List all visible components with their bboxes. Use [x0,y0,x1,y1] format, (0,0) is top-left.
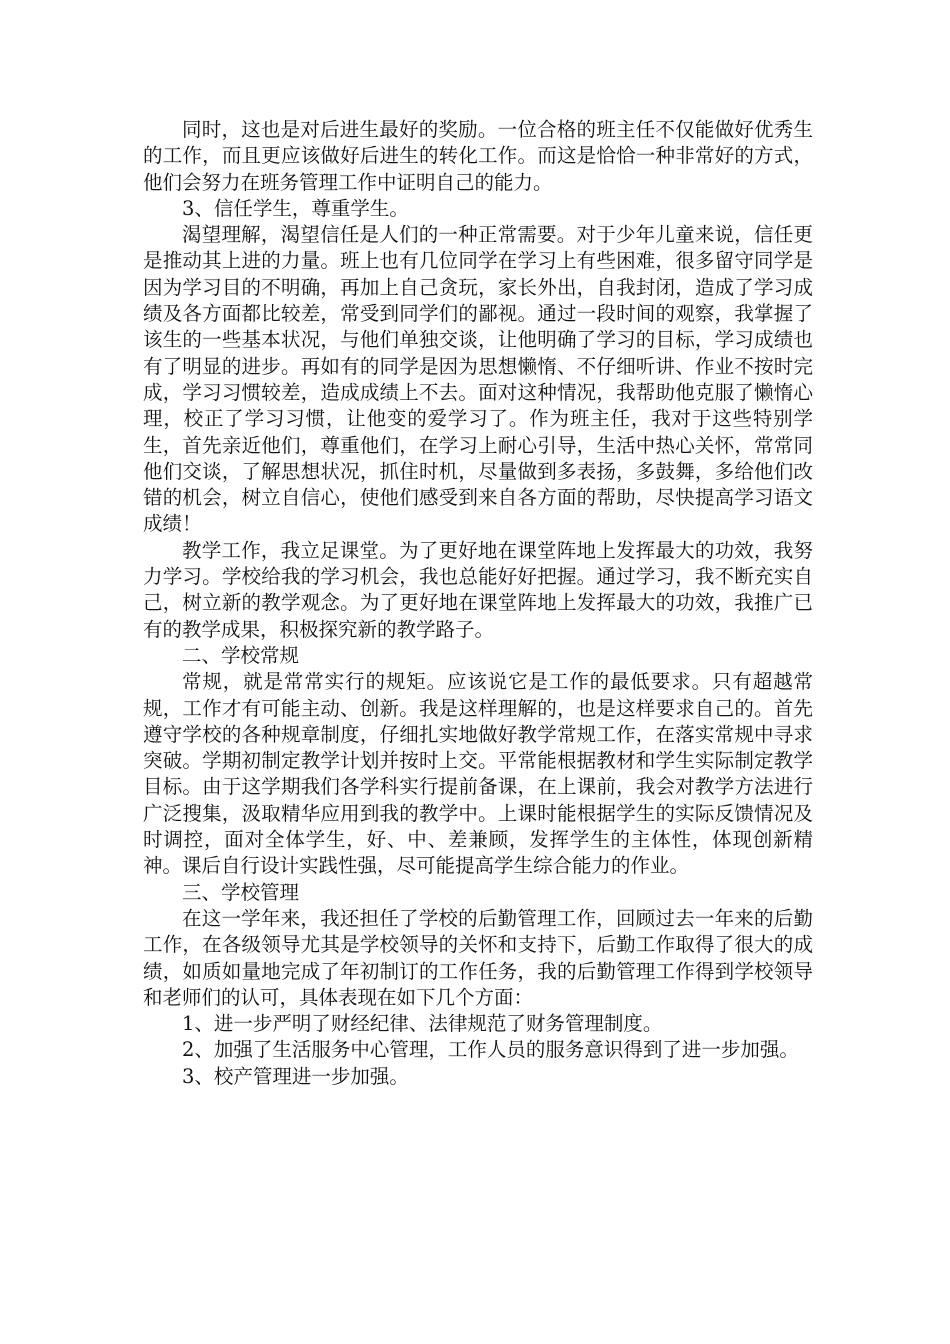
document-body [143,117,813,1090]
list-item-finance-discipline: 1、进一步严明了财经纪律、法律规范了财务管理制度。 [182,1012,663,1036]
paragraph-trust-and-understanding: 渴望理解，渴望信任是人们的一种正常需要。对于少年儿童来说，信任更是推动其上进的力量。班上也有几位同学在学习上有些困难，很多留守同学是因为学习目的不明确，再加上自己贪玩，家长外出，自我封闭，造成了学习成绩及各方面都比较差，常受到同学们的鄙视。通过一段时间的观察，我掌握了该生的一些基本状况，与他们单独交谈，让他明确了学习的目标，学习成绩也有了明显的进步。再如有的同学是因为思想懒惰、不仔细听讲、作业不按时完成，学习习惯较差，造成成绩上不去。面对这种情况，我帮助他克服了懒惰心理，校正了学习习惯，让他变的爱学习了。作为班主任，我对于这些特别学生，首先亲近他们，尊重他们，在学习上耐心引导，生活中热心关怀，常常同他们交谈，了解思想状况，抓住时机，尽量做到多表扬，多鼓舞，多给他们改错的机会，树立自信心，使他们感受到来自各方面的帮助，尽快提高学习语文成绩！ [143,223,813,536]
paragraph-teaching-work: 教学工作，我立足课堂。为了更好地在课堂阵地上发挥最大的功效，我努力学习。学校给我的学习机会，我也总能好好把握。通过学习，我不断充实自己，树立新的教学观念。为了更好地在课堂阵地上发挥最大的功效，我推广已有的教学成果，积极探究新的教学路子。 [143,538,813,641]
list-item-service-center: 2、加强了生活服务中心管理，工作人员的服务意识得到了进一步加强。 [182,1038,799,1062]
paragraph-reward-backward-students: 同时，这也是对后进生最好的奖励。一位合格的班主任不仅能做好优秀生的工作，而且更应该做好后进生的转化工作。而这是恰恰一种非常好的方式，他们会努力在班务管理工作中证明自己的能力。 [143,118,813,194]
list-item-school-property: 3、校产管理进一步加强。 [182,1064,409,1088]
paragraph-logistics-management: 在这一学年来，我还担任了学校的后勤管理工作，回顾过去一年来的后勤工作，在各级领导尤其是学校领导的关怀和支持下，后勤工作取得了很大的成绩，如质如量地完成了年初制订的工作任务，我的后勤管理工作得到学校领导和老师们的认可，具体表现在如下几个方面： [143,906,813,1009]
section-heading-school-management: 三、学校管理 [182,880,300,904]
paragraph-school-routine: 常规，就是常常实行的规矩。应该说它是工作的最低要求。只有超越常规，工作才有可能主动、创新。我是这样理解的，也是这样要求自己的。首先遵守学校的各种规章制度，仔细扎实地做好教学常规工作，在落实常规中寻求突破。学期初制定教学计划并按时上交。平常能根据教材和学生实际制定教学目标。由于这学期我们各学科实行提前备课，在上课前，我会对教学方法进行广泛搜集，汲取精华应用到我的教学中。上课时能根据学生的实际反馈情况及时调控，面对全体学生，好、中、差兼顾，发挥学生的主体性，体现创新精神。课后自行设计实践性强，尽可能提高学生综合能力的作业。 [143,670,813,878]
section-heading-school-routine: 二、学校常规 [182,643,300,667]
paragraph-heading-trust-students: 3、信任学生，尊重学生。 [182,196,409,220]
